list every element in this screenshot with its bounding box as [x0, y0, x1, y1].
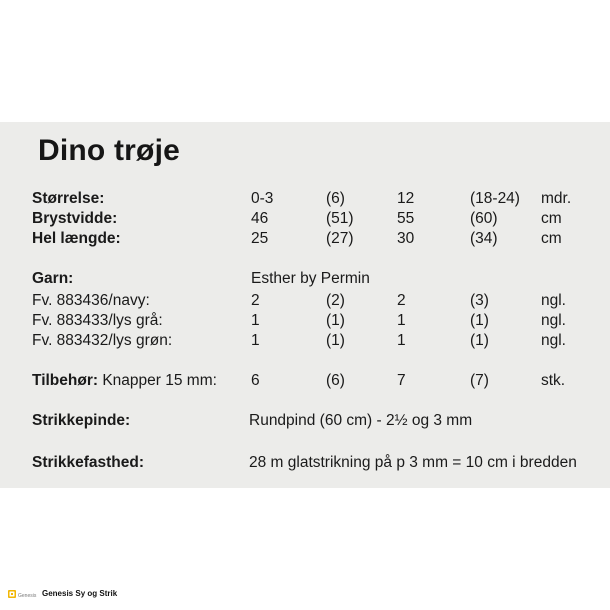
yarn-amount: (1) [470, 332, 489, 349]
pattern-title: Dino trøje [38, 134, 180, 167]
needles-row [0, 412, 610, 434]
yarn-color-row [0, 292, 610, 314]
yarn-amount: (1) [326, 332, 345, 349]
needles-value: Rundpind (60 cm) - 2½ og 3 mm [249, 412, 473, 429]
yarn-amount: 2 [397, 292, 406, 309]
gauge-row [0, 454, 610, 476]
size-unit: mdr. [541, 190, 572, 207]
size-value: (18-24) [470, 190, 520, 207]
yarn-amount: 1 [251, 332, 260, 349]
yarn-color-label: Fv. 883433/lys grå: [32, 312, 163, 329]
yarn-unit: ngl. [541, 292, 566, 309]
yarn-amount: (3) [470, 292, 489, 309]
length-label: Hel længde: [32, 230, 121, 247]
shop-name: Genesis Sy og Strik [42, 589, 118, 598]
yarn-color-row [0, 332, 610, 354]
yarn-name: Esther by Permin [251, 270, 370, 287]
length-unit: cm [541, 230, 562, 247]
accessories-item: Knapper 15 mm: [102, 372, 217, 389]
yarn-amount: 1 [397, 332, 406, 349]
length-value: (34) [470, 230, 498, 247]
accessories-unit: stk. [541, 372, 566, 389]
accessories-amount: (6) [326, 372, 345, 389]
accessories-row [0, 372, 610, 394]
chest-unit: cm [541, 210, 562, 227]
accessories-amount: (7) [470, 372, 489, 389]
size-value: 0-3 [251, 190, 274, 207]
yarn-unit: ngl. [541, 332, 566, 349]
yarn-amount: (1) [326, 312, 345, 329]
size-value: 12 [397, 190, 415, 207]
length-value: 25 [251, 230, 269, 247]
shop-footer [0, 584, 610, 610]
yarn-amount: (1) [470, 312, 489, 329]
yarn-amount: (2) [326, 292, 345, 309]
accessories-heading: Tilbehør: [32, 372, 99, 389]
size-label: Størrelse: [32, 190, 105, 207]
accessories-label [32, 372, 217, 390]
length-value: (27) [326, 230, 354, 247]
yarn-color-label: Fv. 883436/navy: [32, 292, 150, 309]
yarn-label: Garn: [32, 270, 74, 287]
needles-label: Strikkepinde: [32, 412, 131, 429]
size-row [0, 190, 610, 212]
yarn-amount: 1 [251, 312, 260, 329]
yarn-amount: 1 [397, 312, 406, 329]
length-value: 30 [397, 230, 415, 247]
chest-row [0, 210, 610, 232]
yarn-row [0, 270, 610, 292]
yarn-color-row [0, 312, 610, 334]
size-value: (6) [326, 190, 345, 207]
chest-label: Brystvidde: [32, 210, 118, 227]
logo-text: Genesis [18, 593, 37, 599]
accessories-amount: 6 [251, 372, 260, 389]
chest-value: 55 [397, 210, 415, 227]
yarn-amount: 2 [251, 292, 260, 309]
chest-value: 46 [251, 210, 269, 227]
genesis-logo [8, 588, 38, 600]
yarn-unit: ngl. [541, 312, 566, 329]
accessories-amount: 7 [397, 372, 406, 389]
gauge-label: Strikkefasthed: [32, 454, 144, 471]
gauge-value: 28 m glatstrikning på p 3 mm = 10 cm i bredden [249, 454, 577, 471]
chest-value: (51) [326, 210, 354, 227]
chest-value: (60) [470, 210, 498, 227]
yarn-color-label: Fv. 883432/lys grøn: [32, 332, 173, 349]
pattern-sheet [0, 122, 610, 488]
length-row [0, 230, 610, 252]
